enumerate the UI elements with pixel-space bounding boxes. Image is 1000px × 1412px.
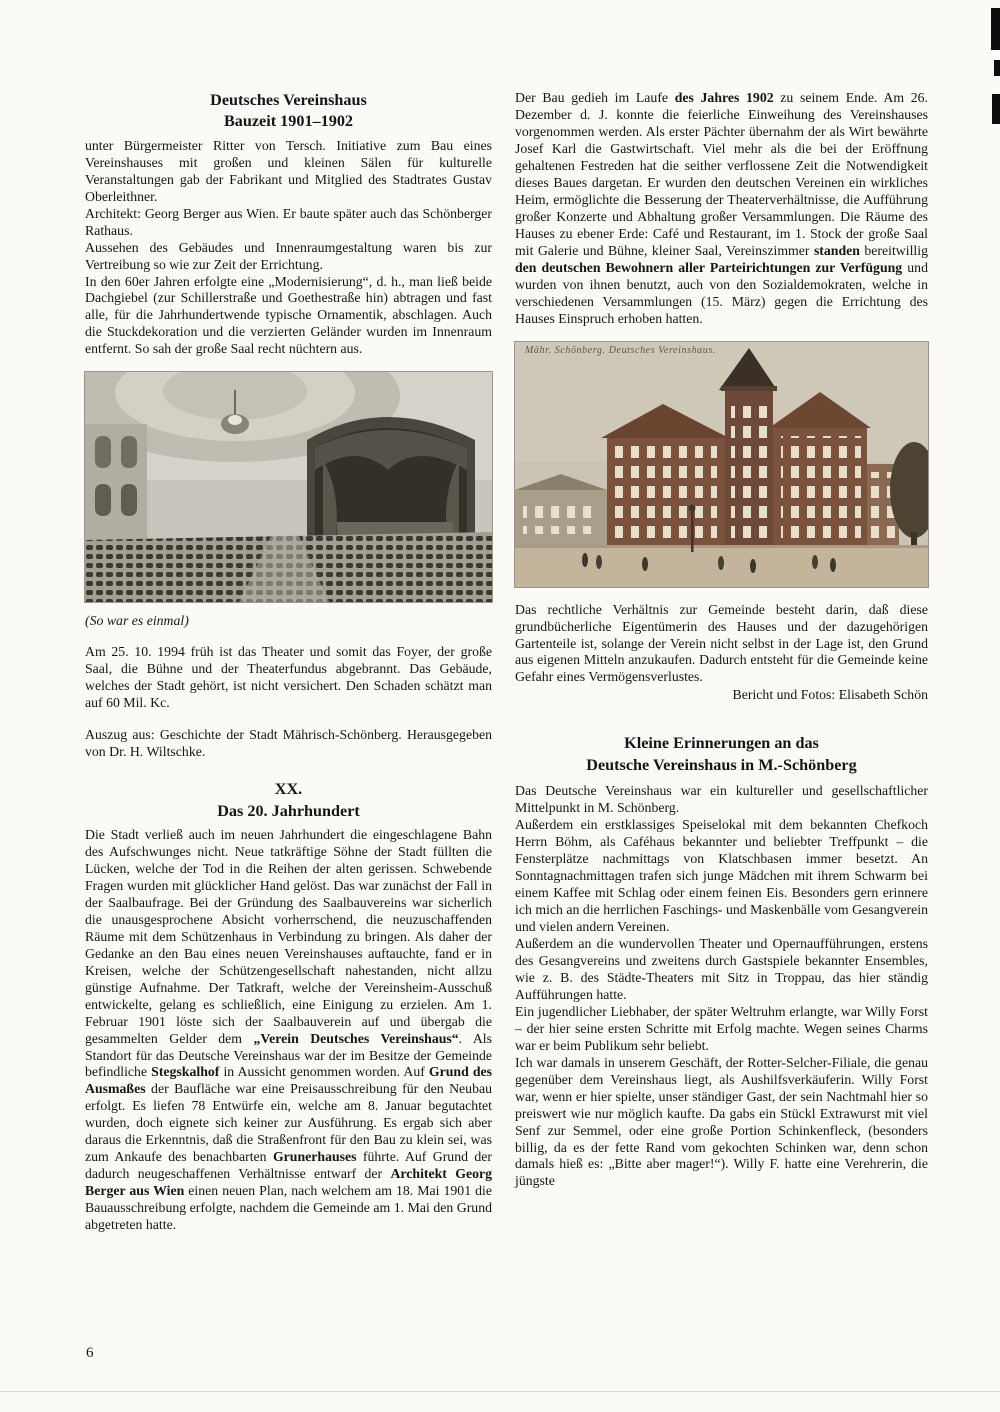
scan-edge-mark (994, 60, 1000, 76)
article3-paragraph: Das Deutsche Vereinshaus war ein kultureller und gesellschaftlicher Mittelpunkt in M. Schönberg. (515, 783, 928, 816)
article3-paragraph: Außerdem ein erstklassiges Speiselokal mit dem bekannten Chefkoch Herrn Böhm, als Caféhaus bekannter und beliebter Treffpunkt – die Fensterplätze nachmittags von Klatschbasen immer besetzt. An Sonntagnachmittagen trafen sich junge Mädchen mit ihrem Schwarm bei einem Kaffee mit Schlag oder einem feinen Eis. Besonders gern erinnere ich mich an die herrlichen Faschings- und Maskenbälle vom Gesangverein und vielen andern Vereinen. (515, 817, 928, 934)
photo-credit-line: Bericht und Fotos: Elisabeth Schön (732, 687, 928, 703)
article1-paragraph: Aussehen des Gebäudes und Innenraumgestaltung waren bis zur Vertreibung so wie zur Zeit der Errichtung. (85, 239, 492, 272)
scan-edge-mark (991, 8, 1000, 50)
right-column (515, 90, 928, 1190)
article3-title-line2: Deutsche Vereinshaus in M.-Schönberg (586, 755, 857, 774)
bottom-rule (0, 1391, 1000, 1392)
scan-edge-mark (992, 94, 1000, 124)
article1-paragraph: Am 25. 10. 1994 früh ist das Theater und somit das Foyer, der große Saal, die Bühne und der Theaterfundus abgebrannt. Das Gebäude, welches der Stadt gehört, ist nicht versichert. Den Schaden schätzt man auf 60 Mil. Kc. (85, 644, 492, 711)
article2-title-line2: Das 20. Jahrhundert (217, 801, 360, 820)
article1-title-line1: Deutsches Vereinshaus (210, 91, 367, 109)
article1-source-note: Auszug aus: Geschichte der Stadt Mährisch-Schönberg. Herausgegeben von Dr. H. Wiltschke. (85, 727, 492, 760)
article1-paragraph: In den 60er Jahren erfolgte eine „Modernisierung“, d. h., man ließ beide Dachgiebel (zur Schillerstraße und Goethestraße hin) abtragen und fast alle, für die Jahrhundertwende typische Ornamentik, abschlagen. Auch die Stuckdekoration und die verzierten Geländer wurden im Innenraum entfernt. So sah der große Saal recht nüchtern aus. (85, 273, 492, 357)
article3-title-line1: Kleine Erinnerungen an das (624, 734, 819, 753)
article3-paragraph: Außerdem an die wundervollen Theater und Opernaufführungen, erstens des Gesangvereins und zweitens durch Gastspiele bekannter Ensembles, wie z. B. des Städte-Theaters mit Sitz in Troppau, das hier ständig Aufführungen hatte. (515, 935, 928, 1002)
vereinshaus-postcard-photo (515, 342, 928, 587)
photo-caption: (So war es einmal) (85, 613, 189, 629)
article3-title (515, 733, 928, 776)
article2-body: Die Stadt verließ auch im neuen Jahrhundert die eingeschlagene Bahn des Aufschwunges nicht. Neue tatkräftige Söhne der Stadt füllten die Lücken, welche der Tod in die Reihen der alten gerissen. Schwebende Fragen wurden mit glücklicher Hand gelöst. Das war zunächst der Fall in der Saalbaufrage. Bei der Gründung des Saalbauvereins war sicherlich die unausgesprochene Absicht vorherrschend, die neuzuschaffenden Räume mit dem Schützenhaus in Verbindung zu bringen. Als daher der Gedanke an den Bau eines neuen Vereinshauses auftauchte, fand er in Kreisen, welche der Schützengesellschaft nahestanden, nicht allzu günstige Aufnahme. Der Tatkraft, welche der Vereinsheim-Ausschuß entwickelte, gelang es schließlich, eine Einigung zu erzielen. Am 1. Februar 1901 löste sich der Saalbauverein auf und übergab die gesammelten Gelder dem „Verein Deutsches Vereinshaus“. Als Standort für das Deutsche Vereinshaus war der im Besitze der Gemeinde befindliche Stegskalhof in Aussicht genommen worden. Auf Grund des Ausmaßes der Baufläche war eine Preisausschreibung für den Neubau erfolgt. Es liefen 78 Entwürfe ein, welche am 8. Januar begutachtet wurden, doch eignete sich keiner zur Ausführung. Es ergab sich aber daraus die Erkenntnis, daß die Straßenfront für den Bau zu klein sei, was zum Ankaufe des benachbarten Grunerhauses führte. Auf Grund der dadurch neugeschaffenen Verhältnisse entwarf der Architekt Georg Berger aus Wien einen neuen Plan, nach welchem am 18. Mai 1901 die Bauausschreibung erfolgte, nachdem die Gemeinde am 1. Mai den Grund abgetreten hatte. (85, 826, 493, 1233)
article2-title (85, 779, 492, 822)
article1-paragraph: unter Bürgermeister Ritter von Tersch. Initiative zum Bau eines Vereinshauses mit großen und kleinen Sälen für kulturelle Veranstaltungen gab der Fabrikant und Mitglied des Stadtrates Gustav Oberleithner. (85, 137, 492, 204)
article3-paragraph: Ich war damals in unserem Geschäft, der Rotter-Selcher-Filiale, die genau gegenüber dem Vereinshaus liegt, als Aushilfsverkäuferin. Willy Forst war, wenn er hier spielte, unser ständiger Gast, der sein Nachtmahl hier so preiswert wie nur möglich kaufte. Da gabs ein Stückl Extrawurst mit viel Senf zur Semmel, oder eine große Portion Schinkenfleck, (besonders billig, da es der fette Rand vom gekochten Schinken war, denn schon damals hieß es: „Bitte aber mager!“). Willy F. hatte eine Verehrerin, die jüngste (515, 1054, 928, 1189)
article2-title-line1: XX. (274, 780, 303, 799)
right-intro-paragraph: Der Bau gedieh im Laufe des Jahres 1902 zu seinem Ende. Am 26. Dezember d. J. konnte die feierliche Einweihung des Vereinshauses vorgenommen werden. Als erster Pächter übernahm der als Wirt bewährte Josef Karl die Gastwirtschaft. Viel mehr als die bei der Eröffnung gehaltenen Festreden hat die seither verflossene Zeit die Notwendigkeit dieses Baues dargetan. Er wurden den deutschen Vereinen ein wirkliches Heim, ermöglichte die Besserung der Theaterverhältnisse, die Aufführung großer Konzerte und Abhaltung großer Versammlungen. Die Räume des Hauses zu ebener Erde: Café und Restaurant, im 1. Stock der große Saal mit Galerie und Bühne, kleiner Saal, Vereinszimmer standen bereitwillig den deutschen Bewohnern aller Parteirichtungen zur Verfügung und wurden von ihnen benutzt, auch von den Sozialdemokraten, welche in verschiedenen Versammlungen (15. März) gegen die Errichtung des Hauses Einspruch erhoben hatten. (515, 90, 928, 326)
theater-interior-photo-image (85, 372, 492, 602)
left-column (85, 90, 492, 1234)
theater-interior-photo (85, 372, 492, 602)
page-number: 6 (86, 1345, 94, 1361)
article3-paragraph: Ein jugendlicher Liebhaber, der später Weltruhm erlangte, war Willy Forst – der hier seine ersten Schritte mit Erfolg machte. Wegen seines Charms war er beim Publikum sehr beliebt. (515, 1003, 928, 1053)
article1-paragraph: Architekt: Georg Berger aus Wien. Er baute später auch das Schönberger Rathaus. (85, 205, 492, 238)
article1-title (85, 90, 492, 133)
right-legal-paragraph: Das rechtliche Verhältnis zur Gemeinde besteht darin, daß diese grundbücherliche Eigentümerin des Hauses und der dazugehörigen Gartenteile ist, solange der Verein nicht selbst in der Lage ist, den Grund aus eigenen Mitteln anzukaufen. Dadurch entsteht für die Gemeinde keine Gefahr eines Vermögensverlustes. (515, 601, 928, 685)
two-column-layout (85, 90, 928, 1234)
postcard-handwritten-label: Mähr. Schönberg. Deutsches Vereinshaus. (525, 344, 716, 356)
article1-title-line2: Bauzeit 1901–1902 (223, 112, 354, 131)
vereinshaus-postcard-image (515, 342, 928, 587)
